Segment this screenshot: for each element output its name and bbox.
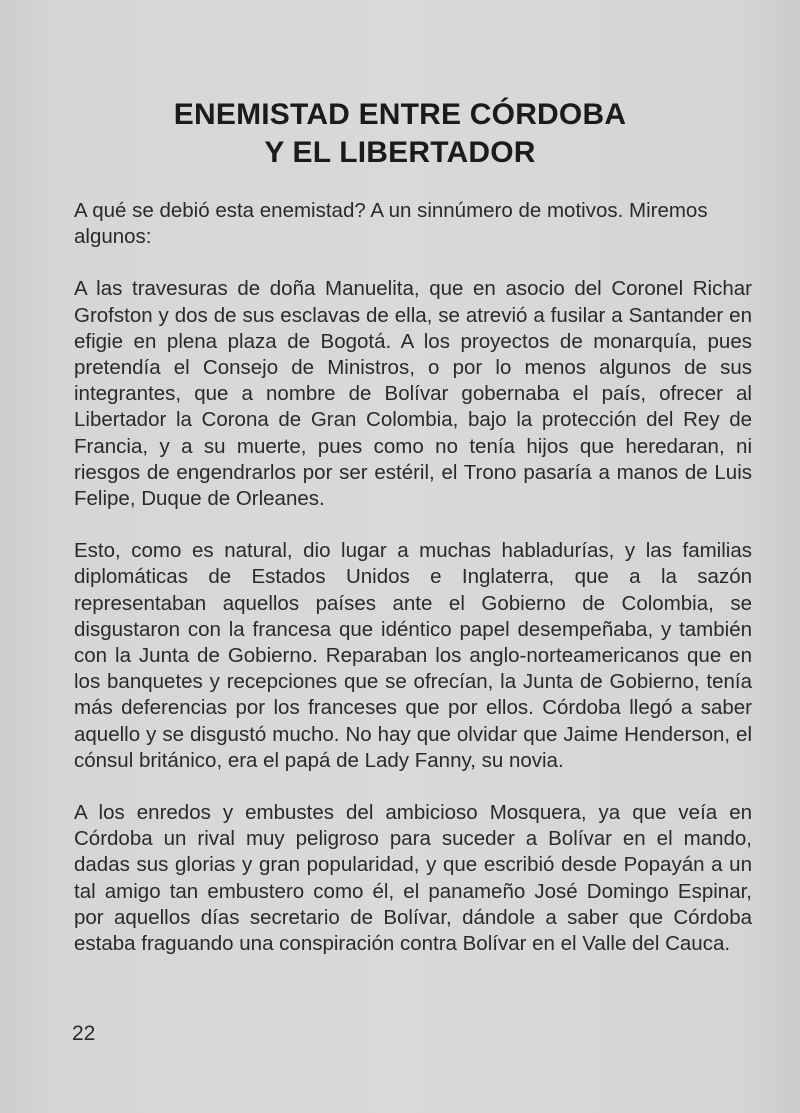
- chapter-title-line-1: ENEMISTAD ENTRE CÓRDOBA: [173, 98, 627, 131]
- paragraph-2: A las travesuras de doña Manuelita, que en asocio del Coronel Richar Grofston y dos de sus esclavas de ella, se atrevió a fusilar a Santander en efigie en plena plaza de Bogotá. A los proyectos de monarquía, pues pretendía el Consejo de Ministros, o por lo menos algunos de sus integrantes, que a nombre de Bolívar gobernaba el país, ofrecer al Libertador la Corona de Gran Colombia, bajo la protección del Rey de Francia, y a su muerte, pues como no tenía hijos que heredaran, ni riesgos de engendrarlos por ser estéril, el Trono pasaría a manos de Luis Felipe, Duque de Orleanes.: [74, 277, 752, 511]
- paragraph-1: A qué se debió esta enemistad? A un sinnúmero de motivos. Miremos algunos:: [74, 199, 708, 249]
- paragraph-4: A los enredos y embustes del ambicioso Mosquera, ya que veía en Córdoba un rival muy peligroso para suceder a Bolívar en el mando, dadas sus glorias y gran popularidad, y que escribió desde Popayán a un tal amigo tan embustero como él, el panameño José Domingo Espinar, por aquellos días secretario de Bolívar, dándole a saber que Córdoba estaba fraguando una conspiración contra Bolívar en el Valle del Cauca.: [74, 801, 752, 956]
- page-number: 22: [72, 1022, 96, 1045]
- chapter-title-line-2: Y EL LIBERTADOR: [264, 136, 536, 169]
- paragraph-3: Esto, como es natural, dio lugar a muchas habladurías, y las familias diplomáticas de Estados Unidos e Inglaterra, que a la sazón representaban aquellos países ante el Gobierno de Colombia, se disgustaron con la francesa que idéntico papel desempeñaba, y también con la Junta de Gobierno. Reparaban los anglo-norteamericanos que en los banquetes y recepciones que se ofrecían, la Junta de Gobierno, tenía más deferencias por los franceses que por ellos. Córdoba llegó a saber aquello y se disgustó mucho. No hay que olvidar que Jaime Henderson, el cónsul británico, era el papá de Lady Fanny, su novia.: [74, 539, 752, 772]
- chapter-body: [74, 198, 752, 983]
- chapter-title: [0, 96, 800, 172]
